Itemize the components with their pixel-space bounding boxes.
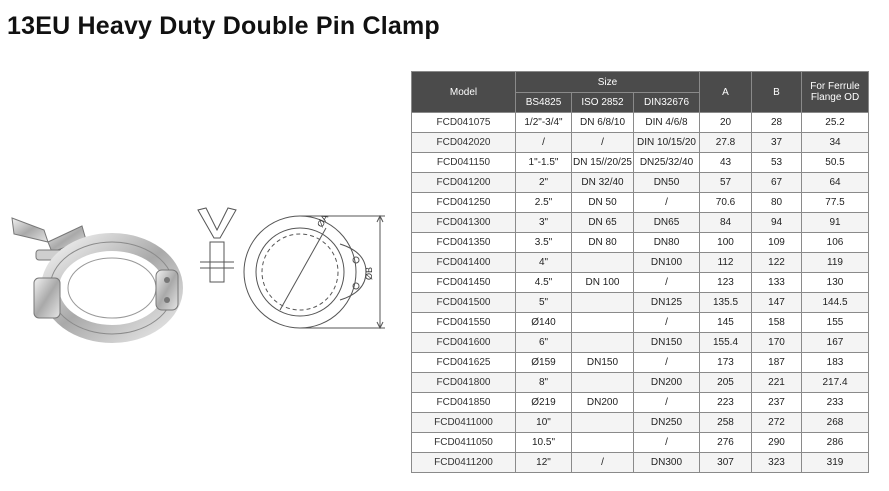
- cell-model: FCD041300: [412, 213, 516, 233]
- table-row: [412, 273, 869, 293]
- cell-a: 57: [700, 173, 752, 193]
- cell-ferrule-od: 268: [802, 413, 869, 433]
- cell-ferrule-od: 167: [802, 333, 869, 353]
- cell-iso2852: DN150: [572, 353, 634, 373]
- cell-a: 27.8: [700, 133, 752, 153]
- header-ferrule: [802, 72, 869, 113]
- cell-b: 94: [752, 213, 802, 233]
- cell-iso2852: [572, 333, 634, 353]
- cell-bs4825: 3.5": [516, 233, 572, 253]
- cell-a: 276: [700, 433, 752, 453]
- cell-a: 145: [700, 313, 752, 333]
- cell-din32676: DN100: [634, 253, 700, 273]
- cell-iso2852: DN 80: [572, 233, 634, 253]
- table-row: [412, 313, 869, 333]
- header-ferrule-line2: Flange OD: [810, 92, 860, 103]
- cell-ferrule-od: 286: [802, 433, 869, 453]
- cell-model: FCD041500: [412, 293, 516, 313]
- dimension-a-label: ØA: [315, 212, 331, 229]
- cell-ferrule-od: 183: [802, 353, 869, 373]
- cell-model: FCD0411050: [412, 433, 516, 453]
- header-model: Model: [412, 72, 516, 113]
- cell-bs4825: 1"-1.5": [516, 153, 572, 173]
- cell-bs4825: 2": [516, 173, 572, 193]
- spec-table-body: [412, 113, 869, 473]
- clamp-photo: [4, 200, 194, 350]
- cell-model: FCD041850: [412, 393, 516, 413]
- cell-din32676: DN300: [634, 453, 700, 473]
- cell-ferrule-od: 25.2: [802, 113, 869, 133]
- cell-ferrule-od: 217.4: [802, 373, 869, 393]
- cell-b: 67: [752, 173, 802, 193]
- cell-b: 122: [752, 253, 802, 273]
- cell-b: 53: [752, 153, 802, 173]
- cell-bs4825: 5": [516, 293, 572, 313]
- cell-model: FCD041400: [412, 253, 516, 273]
- cell-a: 205: [700, 373, 752, 393]
- cell-din32676: DN25/32/40: [634, 153, 700, 173]
- cell-ferrule-od: 144.5: [802, 293, 869, 313]
- cell-ferrule-od: 106: [802, 233, 869, 253]
- cell-ferrule-od: 319: [802, 453, 869, 473]
- table-row: [412, 193, 869, 213]
- cell-a: 123: [700, 273, 752, 293]
- cell-b: 323: [752, 453, 802, 473]
- cell-bs4825: 3": [516, 213, 572, 233]
- cell-iso2852: DN200: [572, 393, 634, 413]
- cell-din32676: /: [634, 393, 700, 413]
- cell-model: FCD041250: [412, 193, 516, 213]
- table-row: [412, 353, 869, 373]
- cell-a: 307: [700, 453, 752, 473]
- cell-bs4825: 10": [516, 413, 572, 433]
- cell-ferrule-od: 233: [802, 393, 869, 413]
- cell-ferrule-od: 34: [802, 133, 869, 153]
- cell-bs4825: Ø159: [516, 353, 572, 373]
- cell-din32676: DN150: [634, 333, 700, 353]
- header-ferrule-line1: For Ferrule: [810, 81, 860, 92]
- cell-bs4825: Ø140: [516, 313, 572, 333]
- cell-a: 43: [700, 153, 752, 173]
- cell-a: 258: [700, 413, 752, 433]
- cell-din32676: /: [634, 273, 700, 293]
- cell-bs4825: 12": [516, 453, 572, 473]
- cell-iso2852: DN 100: [572, 273, 634, 293]
- cell-iso2852: DN 65: [572, 213, 634, 233]
- cell-model: FCD041350: [412, 233, 516, 253]
- table-row: [412, 333, 869, 353]
- cell-b: 28: [752, 113, 802, 133]
- header-b: B: [752, 72, 802, 113]
- cell-din32676: DN200: [634, 373, 700, 393]
- cell-a: 70.6: [700, 193, 752, 213]
- cell-bs4825: 4.5": [516, 273, 572, 293]
- cell-b: 133: [752, 273, 802, 293]
- cell-din32676: DN80: [634, 233, 700, 253]
- dimension-b-label: ØB: [364, 266, 374, 280]
- cell-bs4825: 6": [516, 333, 572, 353]
- cell-ferrule-od: 130: [802, 273, 869, 293]
- cell-din32676: DN50: [634, 173, 700, 193]
- cell-bs4825: 8": [516, 373, 572, 393]
- cell-din32676: /: [634, 353, 700, 373]
- header-iso2852: ISO 2852: [572, 93, 634, 113]
- table-row: [412, 393, 869, 413]
- cell-b: 80: [752, 193, 802, 213]
- cell-model: FCD041600: [412, 333, 516, 353]
- cell-iso2852: [572, 413, 634, 433]
- page-title: 13EU Heavy Duty Double Pin Clamp: [7, 12, 440, 40]
- header-din32676: DIN32676: [634, 93, 700, 113]
- cell-iso2852: /: [572, 453, 634, 473]
- cell-ferrule-od: 91: [802, 213, 869, 233]
- header-size: Size: [516, 72, 700, 93]
- cell-model: FCD041075: [412, 113, 516, 133]
- table-row: [412, 173, 869, 193]
- cell-b: 147: [752, 293, 802, 313]
- cell-din32676: /: [634, 193, 700, 213]
- spec-table: [411, 71, 869, 473]
- table-row: [412, 233, 869, 253]
- cell-model: FCD041550: [412, 313, 516, 333]
- cell-a: 20: [700, 113, 752, 133]
- clamp-drawing: [190, 198, 400, 348]
- cell-din32676: /: [634, 313, 700, 333]
- cell-iso2852: DN 32/40: [572, 173, 634, 193]
- cell-model: FCD041625: [412, 353, 516, 373]
- cell-ferrule-od: 155: [802, 313, 869, 333]
- table-row: [412, 153, 869, 173]
- cell-b: 158: [752, 313, 802, 333]
- cell-din32676: DIN 4/6/8: [634, 113, 700, 133]
- cell-bs4825: 4": [516, 253, 572, 273]
- table-row: [412, 253, 869, 273]
- table-row: [412, 213, 869, 233]
- cell-ferrule-od: 119: [802, 253, 869, 273]
- cell-bs4825: /: [516, 133, 572, 153]
- cell-din32676: DN125: [634, 293, 700, 313]
- table-row: [412, 133, 869, 153]
- cell-model: FCD0411200: [412, 453, 516, 473]
- cell-ferrule-od: 50.5: [802, 153, 869, 173]
- cell-din32676: /: [634, 433, 700, 453]
- cell-model: FCD042020: [412, 133, 516, 153]
- table-row: [412, 293, 869, 313]
- cell-b: 37: [752, 133, 802, 153]
- cell-ferrule-od: 77.5: [802, 193, 869, 213]
- cell-b: 170: [752, 333, 802, 353]
- cell-iso2852: [572, 253, 634, 273]
- cell-b: 221: [752, 373, 802, 393]
- cell-iso2852: /: [572, 133, 634, 153]
- cell-b: 109: [752, 233, 802, 253]
- cell-a: 100: [700, 233, 752, 253]
- cell-a: 223: [700, 393, 752, 413]
- table-row: [412, 433, 869, 453]
- cell-iso2852: [572, 293, 634, 313]
- cell-model: FCD041150: [412, 153, 516, 173]
- table-row: [412, 453, 869, 473]
- cell-ferrule-od: 64: [802, 173, 869, 193]
- table-row: [412, 373, 869, 393]
- table-row: [412, 113, 869, 133]
- cell-model: FCD041450: [412, 273, 516, 293]
- cell-bs4825: Ø219: [516, 393, 572, 413]
- cell-iso2852: DN 6/8/10: [572, 113, 634, 133]
- cell-iso2852: DN 15//20/25: [572, 153, 634, 173]
- cell-iso2852: [572, 313, 634, 333]
- header-a: A: [700, 72, 752, 113]
- cell-iso2852: [572, 433, 634, 453]
- cell-model: FCD041200: [412, 173, 516, 193]
- cell-iso2852: [572, 373, 634, 393]
- cell-model: FCD041800: [412, 373, 516, 393]
- cell-din32676: DIN 10/15/20: [634, 133, 700, 153]
- cell-a: 84: [700, 213, 752, 233]
- table-row: [412, 413, 869, 433]
- cell-b: 272: [752, 413, 802, 433]
- cell-a: 135.5: [700, 293, 752, 313]
- cell-b: 187: [752, 353, 802, 373]
- cell-a: 155.4: [700, 333, 752, 353]
- cell-iso2852: DN 50: [572, 193, 634, 213]
- header-bs4825: BS4825: [516, 93, 572, 113]
- cell-din32676: DN250: [634, 413, 700, 433]
- cell-a: 112: [700, 253, 752, 273]
- cell-bs4825: 2.5": [516, 193, 572, 213]
- cell-din32676: DN65: [634, 213, 700, 233]
- cell-bs4825: 10.5": [516, 433, 572, 453]
- cell-a: 173: [700, 353, 752, 373]
- cell-b: 237: [752, 393, 802, 413]
- cell-model: FCD0411000: [412, 413, 516, 433]
- cell-bs4825: 1/2"-3/4": [516, 113, 572, 133]
- cell-b: 290: [752, 433, 802, 453]
